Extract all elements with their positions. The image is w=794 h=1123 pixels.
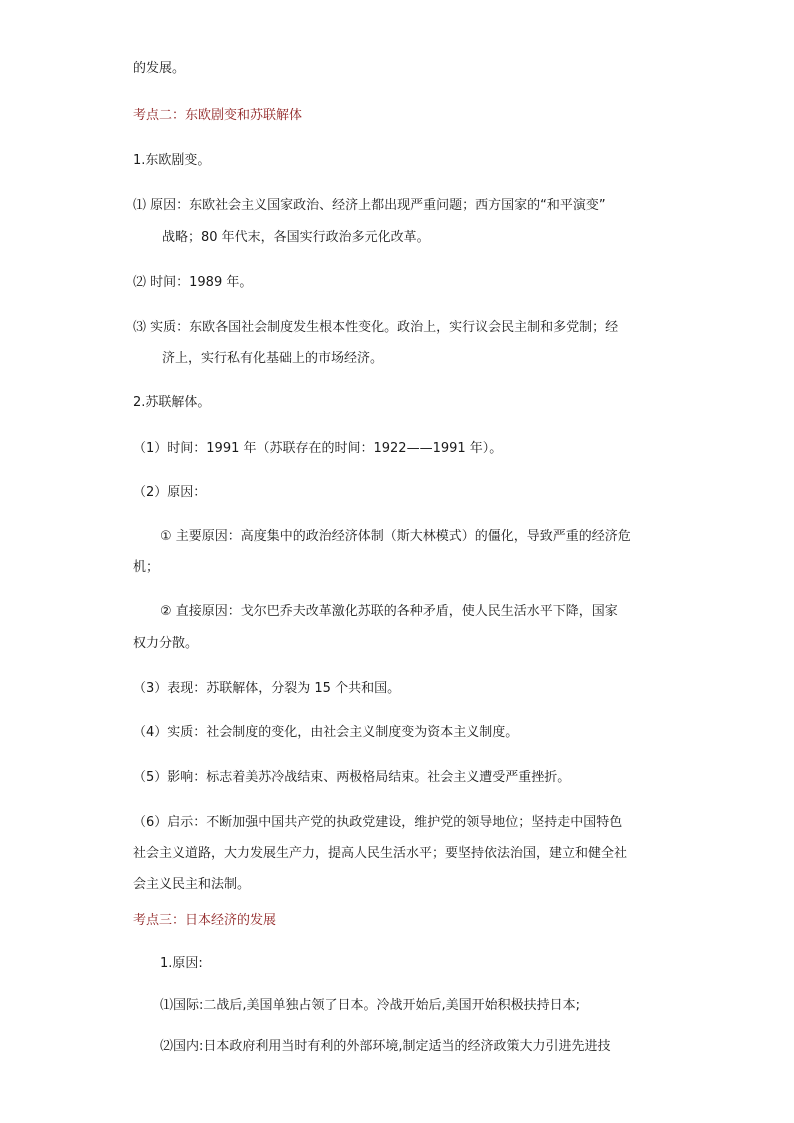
soviet-essence: （4）实质：社会制度的变化，由社会主义制度变为资本主义制度。 (133, 725, 519, 740)
section2-heading: 考点二：东欧剧变和苏联解体 (133, 108, 303, 123)
soviet-lesson-line2: 社会主义道路，大力发展生产力，提高人民生活水平；要坚持依法治国，建立和健全社 (133, 846, 628, 861)
section2-para-cause-line2: 战略；80 年代末，各国实行政治多元化改革。 (162, 230, 430, 245)
soviet-direct-cause-line1: ② 直接原因：戈尔巴乔夫改革激化苏联的各种矛盾，使人民生活水平下降，国家 (160, 604, 618, 619)
section3-subheading-1: 1.原因: (160, 956, 203, 971)
japan-international-cause: ⑴国际:二战后,美国单独占领了日本。冷战开始后,美国开始积极扶持日本; (160, 998, 581, 1013)
soviet-main-cause-line2: 机； (133, 560, 160, 575)
soviet-main-cause-line1: ① 主要原因：高度集中的政治经济体制（斯大林模式）的僵化，导致严重的经济危 (160, 529, 631, 544)
soviet-impact: （5）影响：标志着美苏冷战结束、两极格局结束。社会主义遭受严重挫折。 (133, 770, 571, 785)
section3-heading: 考点三：日本经济的发展 (133, 913, 277, 928)
continuation-text: 的发展。 (133, 61, 186, 76)
soviet-direct-cause-line2: 权力分散。 (133, 636, 199, 651)
soviet-time: （1）时间：1991 年（苏联存在的时间：1922——1991 年）。 (133, 441, 503, 456)
section2-para-cause-line1: ⑴ 原因：东欧社会主义国家政治、经济上都出现严重问题；西方国家的“和平演变” (133, 198, 606, 213)
soviet-lesson-line3: 会主义民主和法制。 (133, 877, 251, 892)
soviet-manifestation: （3）表现：苏联解体，分裂为 15 个共和国。 (133, 681, 401, 696)
section2-subheading-1: 1.东欧剧变。 (133, 153, 211, 168)
section2-subheading-2: 2.苏联解体。 (133, 395, 211, 410)
soviet-lesson-line1: （6）启示：不断加强中国共产党的执政党建设，维护党的领导地位；坚持走中国特色 (133, 815, 623, 830)
japan-domestic-cause: ⑵国内:日本政府利用当时有利的外部环境,制定适当的经济政策大力引进先进技 (160, 1039, 611, 1054)
section2-para-essence-line1: ⑶ 实质：东欧各国社会制度发生根本性变化。政治上，实行议会民主制和多党制；经 (133, 320, 619, 335)
section2-para-time: ⑵ 时间：1989 年。 (133, 275, 253, 290)
section2-para-essence-line2: 济上，实行私有化基础上的市场经济。 (162, 351, 384, 366)
soviet-causes-label: （2）原因： (133, 485, 207, 500)
